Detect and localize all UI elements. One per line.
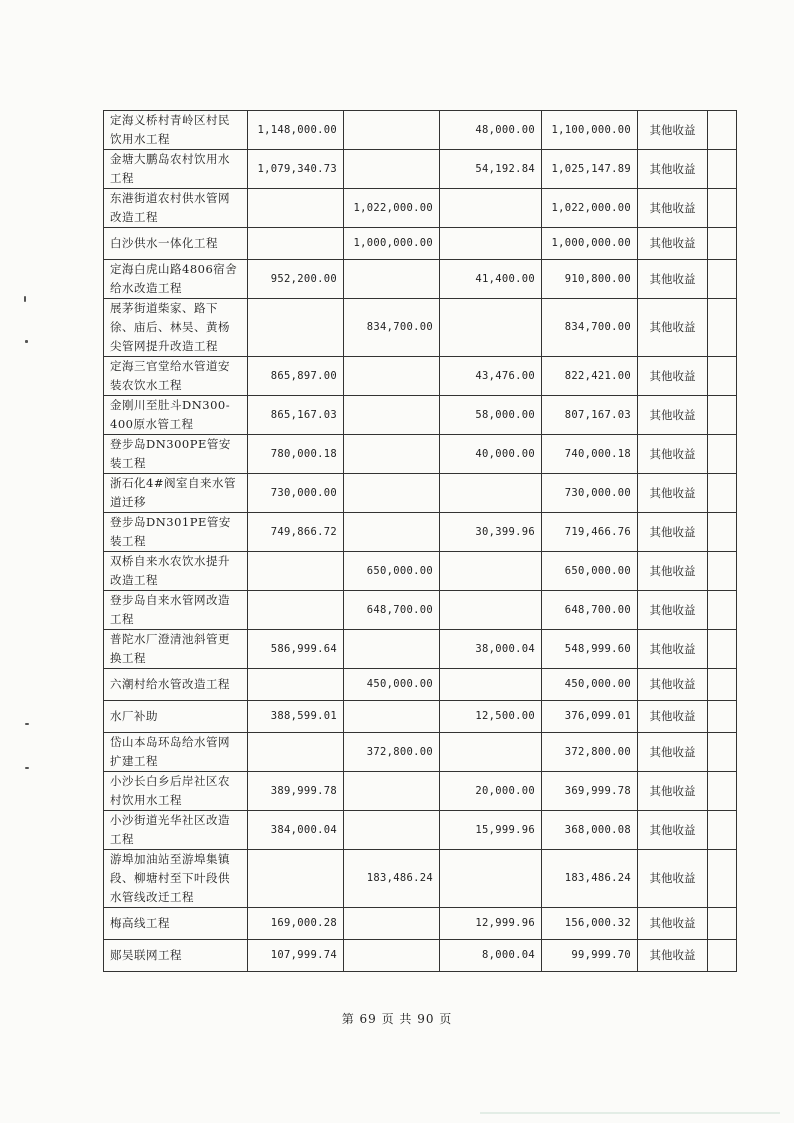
- added-amount-cell: 183,486.24: [344, 850, 440, 908]
- added-amount-cell: [344, 396, 440, 435]
- blank-cell: [708, 357, 737, 396]
- category-cell: 其他收益: [638, 811, 708, 850]
- category-cell: 其他收益: [638, 228, 708, 260]
- closing-balance-cell: 1,025,147.89: [542, 150, 638, 189]
- recognized-amount-cell: [440, 474, 542, 513]
- closing-balance-cell: 648,700.00: [542, 591, 638, 630]
- added-amount-cell: [344, 150, 440, 189]
- closing-balance-cell: 719,466.76: [542, 513, 638, 552]
- blank-cell: [708, 396, 737, 435]
- blank-cell: [708, 111, 737, 150]
- category-cell: 其他收益: [638, 552, 708, 591]
- page-number-footer: 第 69 页 共 90 页: [341, 1012, 453, 1026]
- project-name-cell: 郧吴联网工程: [104, 940, 248, 972]
- category-cell: 其他收益: [638, 299, 708, 357]
- closing-balance-cell: 650,000.00: [542, 552, 638, 591]
- added-amount-cell: [344, 811, 440, 850]
- closing-balance-cell: 369,999.78: [542, 772, 638, 811]
- project-name-cell: 东港街道农村供水管网改造工程: [104, 189, 248, 228]
- table-row: [104, 940, 737, 972]
- project-name-cell: 展茅街道柴家、路下徐、庙后、林吴、黄杨尖管网提升改造工程: [104, 299, 248, 357]
- added-amount-cell: [344, 474, 440, 513]
- category-cell: 其他收益: [638, 474, 708, 513]
- opening-balance-cell: 865,167.03: [248, 396, 344, 435]
- closing-balance-cell: 372,800.00: [542, 733, 638, 772]
- opening-balance-cell: 107,999.74: [248, 940, 344, 972]
- closing-balance-cell: 730,000.00: [542, 474, 638, 513]
- added-amount-cell: [344, 111, 440, 150]
- project-name-cell: 普陀水厂澄清池斜管更换工程: [104, 630, 248, 669]
- added-amount-cell: [344, 630, 440, 669]
- table-row: [104, 733, 737, 772]
- closing-balance-cell: 807,167.03: [542, 396, 638, 435]
- added-amount-cell: [344, 435, 440, 474]
- closing-balance-cell: 822,421.00: [542, 357, 638, 396]
- category-cell: 其他收益: [638, 513, 708, 552]
- table-row: [104, 908, 737, 940]
- category-cell: 其他收益: [638, 396, 708, 435]
- closing-balance-cell: 740,000.18: [542, 435, 638, 474]
- blank-cell: [708, 811, 737, 850]
- table-row: [104, 513, 737, 552]
- added-amount-cell: 1,022,000.00: [344, 189, 440, 228]
- blank-cell: [708, 908, 737, 940]
- recognized-amount-cell: [440, 228, 542, 260]
- project-name-cell: 六潮村给水管改造工程: [104, 669, 248, 701]
- category-cell: 其他收益: [638, 908, 708, 940]
- project-name-cell: 金刚川至肚斗DN300-400原水管工程: [104, 396, 248, 435]
- category-cell: 其他收益: [638, 940, 708, 972]
- table-row: [104, 396, 737, 435]
- added-amount-cell: 1,000,000.00: [344, 228, 440, 260]
- closing-balance-cell: 183,486.24: [542, 850, 638, 908]
- recognized-amount-cell: 54,192.84: [440, 150, 542, 189]
- added-amount-cell: 650,000.00: [344, 552, 440, 591]
- table-row: [104, 811, 737, 850]
- scan-speck: [24, 296, 26, 302]
- table-row: [104, 772, 737, 811]
- closing-balance-cell: 376,099.01: [542, 701, 638, 733]
- blank-cell: [708, 228, 737, 260]
- closing-balance-cell: 1,022,000.00: [542, 189, 638, 228]
- table-row: [104, 228, 737, 260]
- opening-balance-cell: [248, 850, 344, 908]
- added-amount-cell: 648,700.00: [344, 591, 440, 630]
- recognized-amount-cell: 12,999.96: [440, 908, 542, 940]
- recognized-amount-cell: [440, 733, 542, 772]
- table-row: [104, 591, 737, 630]
- scan-speck: [25, 723, 29, 725]
- added-amount-cell: [344, 513, 440, 552]
- blank-cell: [708, 150, 737, 189]
- scan-speck: [25, 340, 28, 343]
- blank-cell: [708, 552, 737, 591]
- opening-balance-cell: [248, 591, 344, 630]
- opening-balance-cell: 780,000.18: [248, 435, 344, 474]
- added-amount-cell: 372,800.00: [344, 733, 440, 772]
- blank-cell: [708, 260, 737, 299]
- opening-balance-cell: 730,000.00: [248, 474, 344, 513]
- opening-balance-cell: 384,000.04: [248, 811, 344, 850]
- blank-cell: [708, 940, 737, 972]
- table-row: [104, 260, 737, 299]
- closing-balance-cell: 1,100,000.00: [542, 111, 638, 150]
- project-name-cell: 白沙供水一体化工程: [104, 228, 248, 260]
- recognized-amount-cell: [440, 591, 542, 630]
- opening-balance-cell: 749,866.72: [248, 513, 344, 552]
- blank-cell: [708, 630, 737, 669]
- opening-balance-cell: [248, 669, 344, 701]
- opening-balance-cell: 586,999.64: [248, 630, 344, 669]
- added-amount-cell: [344, 772, 440, 811]
- added-amount-cell: [344, 701, 440, 733]
- opening-balance-cell: 1,079,340.73: [248, 150, 344, 189]
- recognized-amount-cell: 58,000.00: [440, 396, 542, 435]
- project-name-cell: 定海义桥村青岭区村民饮用水工程: [104, 111, 248, 150]
- added-amount-cell: [344, 357, 440, 396]
- project-name-cell: 梅高线工程: [104, 908, 248, 940]
- recognized-amount-cell: [440, 850, 542, 908]
- recognized-amount-cell: 8,000.04: [440, 940, 542, 972]
- category-cell: 其他收益: [638, 630, 708, 669]
- table-row: [104, 299, 737, 357]
- closing-balance-cell: 450,000.00: [542, 669, 638, 701]
- blank-cell: [708, 435, 737, 474]
- category-cell: 其他收益: [638, 357, 708, 396]
- category-cell: 其他收益: [638, 850, 708, 908]
- table-row: [104, 701, 737, 733]
- project-name-cell: 游埠加油站至游埠集镇段、柳塘村至下叶段供水管线改迁工程: [104, 850, 248, 908]
- opening-balance-cell: 952,200.00: [248, 260, 344, 299]
- scan-speck: [25, 767, 29, 769]
- category-cell: 其他收益: [638, 111, 708, 150]
- blank-cell: [708, 701, 737, 733]
- category-cell: 其他收益: [638, 260, 708, 299]
- project-name-cell: 登步岛DN300PE管安装工程: [104, 435, 248, 474]
- table-row: [104, 150, 737, 189]
- closing-balance-cell: 1,000,000.00: [542, 228, 638, 260]
- project-name-cell: 定海白虎山路4806宿舍给水改造工程: [104, 260, 248, 299]
- project-name-cell: 登步岛自来水管网改造工程: [104, 591, 248, 630]
- blank-cell: [708, 299, 737, 357]
- category-cell: 其他收益: [638, 772, 708, 811]
- recognized-amount-cell: [440, 552, 542, 591]
- category-cell: 其他收益: [638, 150, 708, 189]
- opening-balance-cell: [248, 552, 344, 591]
- recognized-amount-cell: [440, 189, 542, 228]
- opening-balance-cell: [248, 299, 344, 357]
- added-amount-cell: [344, 260, 440, 299]
- scan-edge-line: [480, 1112, 780, 1114]
- project-name-cell: 岱山本岛环岛给水管网扩建工程: [104, 733, 248, 772]
- closing-balance-cell: 156,000.32: [542, 908, 638, 940]
- recognized-amount-cell: 41,400.00: [440, 260, 542, 299]
- table-row: [104, 189, 737, 228]
- opening-balance-cell: 1,148,000.00: [248, 111, 344, 150]
- table-row: [104, 111, 737, 150]
- added-amount-cell: [344, 940, 440, 972]
- category-cell: 其他收益: [638, 669, 708, 701]
- category-cell: 其他收益: [638, 189, 708, 228]
- added-amount-cell: 834,700.00: [344, 299, 440, 357]
- project-name-cell: 小沙长白乡后岸社区农村饮用水工程: [104, 772, 248, 811]
- recognized-amount-cell: 38,000.04: [440, 630, 542, 669]
- closing-balance-cell: 834,700.00: [542, 299, 638, 357]
- government-grant-table: [103, 110, 737, 972]
- blank-cell: [708, 513, 737, 552]
- added-amount-cell: [344, 908, 440, 940]
- blank-cell: [708, 189, 737, 228]
- blank-cell: [708, 772, 737, 811]
- table-row: [104, 669, 737, 701]
- blank-cell: [708, 733, 737, 772]
- recognized-amount-cell: 48,000.00: [440, 111, 542, 150]
- recognized-amount-cell: 20,000.00: [440, 772, 542, 811]
- project-name-cell: 浙石化4#阀室自来水管道迁移: [104, 474, 248, 513]
- table-row: [104, 630, 737, 669]
- closing-balance-cell: 368,000.08: [542, 811, 638, 850]
- blank-cell: [708, 850, 737, 908]
- category-cell: 其他收益: [638, 435, 708, 474]
- table-row: [104, 435, 737, 474]
- opening-balance-cell: 388,599.01: [248, 701, 344, 733]
- table-row: [104, 552, 737, 591]
- category-cell: 其他收益: [638, 591, 708, 630]
- opening-balance-cell: [248, 228, 344, 260]
- recognized-amount-cell: [440, 299, 542, 357]
- project-name-cell: 金塘大鹏岛农村饮用水工程: [104, 150, 248, 189]
- project-name-cell: 水厂补助: [104, 701, 248, 733]
- opening-balance-cell: [248, 733, 344, 772]
- recognized-amount-cell: 15,999.96: [440, 811, 542, 850]
- opening-balance-cell: 389,999.78: [248, 772, 344, 811]
- recognized-amount-cell: 12,500.00: [440, 701, 542, 733]
- project-name-cell: 小沙街道光华社区改造工程: [104, 811, 248, 850]
- opening-balance-cell: 865,897.00: [248, 357, 344, 396]
- recognized-amount-cell: 43,476.00: [440, 357, 542, 396]
- recognized-amount-cell: 40,000.00: [440, 435, 542, 474]
- closing-balance-cell: 99,999.70: [542, 940, 638, 972]
- project-name-cell: 定海三官堂给水管道安装农饮水工程: [104, 357, 248, 396]
- category-cell: 其他收益: [638, 733, 708, 772]
- opening-balance-cell: [248, 189, 344, 228]
- blank-cell: [708, 474, 737, 513]
- table-row: [104, 357, 737, 396]
- opening-balance-cell: 169,000.28: [248, 908, 344, 940]
- project-name-cell: 登步岛DN301PE管安装工程: [104, 513, 248, 552]
- closing-balance-cell: 910,800.00: [542, 260, 638, 299]
- table-row: [104, 850, 737, 908]
- recognized-amount-cell: [440, 669, 542, 701]
- blank-cell: [708, 669, 737, 701]
- added-amount-cell: 450,000.00: [344, 669, 440, 701]
- closing-balance-cell: 548,999.60: [542, 630, 638, 669]
- project-name-cell: 双桥自来水农饮水提升改造工程: [104, 552, 248, 591]
- blank-cell: [708, 591, 737, 630]
- category-cell: 其他收益: [638, 701, 708, 733]
- recognized-amount-cell: 30,399.96: [440, 513, 542, 552]
- table-row: [104, 474, 737, 513]
